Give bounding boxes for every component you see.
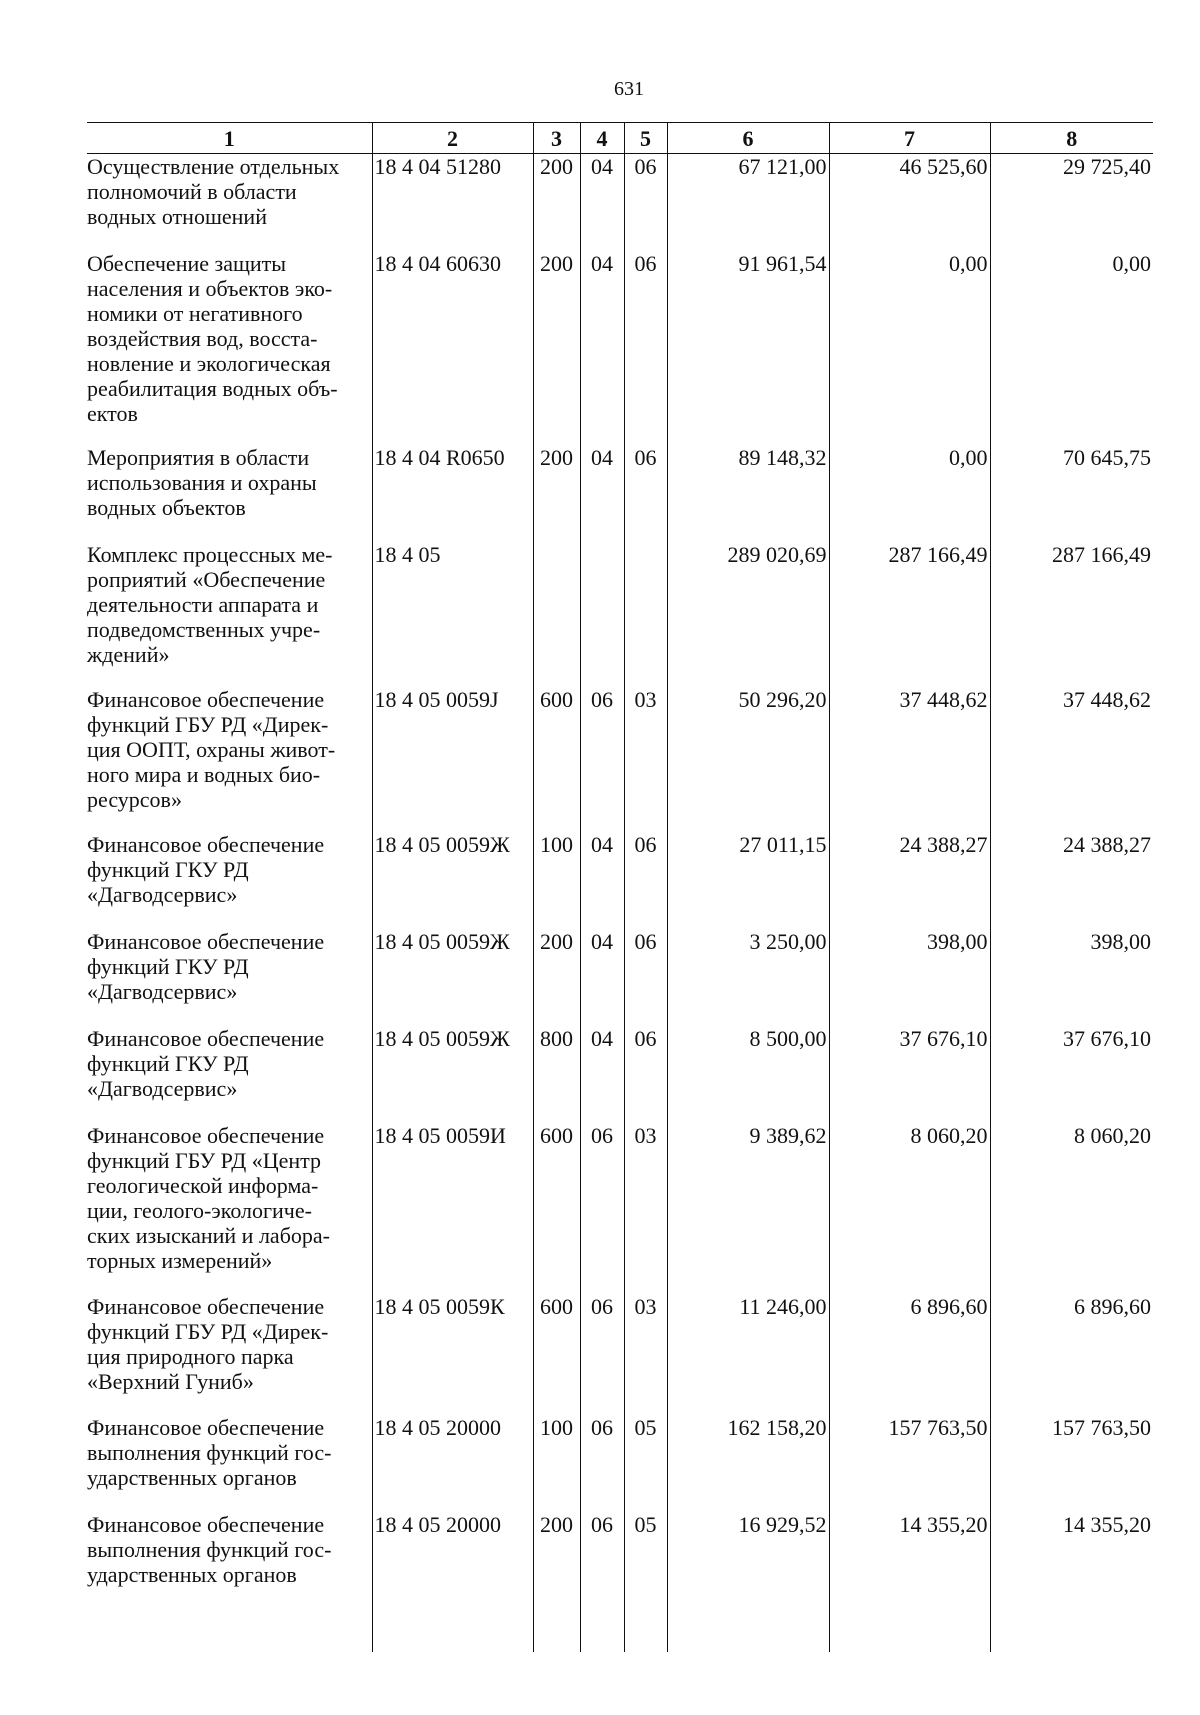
amount-col6-cell: 9 389,62 — [667, 1123, 829, 1294]
code-cell: 18 4 05 — [372, 542, 533, 687]
subsection-cell: 03 — [624, 1123, 667, 1294]
amount-col7-cell: 14 355,20 — [829, 1512, 990, 1652]
table-row — [87, 1512, 1153, 1652]
code-cell: 18 4 05 0059Ж — [372, 1026, 533, 1123]
expense-type-cell: 200 — [533, 929, 580, 1026]
amount-col6-cell: 11 246,00 — [667, 1294, 829, 1415]
amount-col6-cell: 67 121,00 — [667, 154, 829, 251]
amount-col8-cell: 37 676,10 — [990, 1026, 1153, 1123]
section-cell: 04 — [580, 154, 624, 251]
name-cell: Финансовое обеспечение функций ГКУ РД «Дагводсервис» — [87, 1025, 325, 1101]
code-cell: 18 4 04 60630 — [372, 251, 533, 445]
amount-col8-cell: 6 896,60 — [990, 1294, 1153, 1415]
amount-col8-cell: 70 645,75 — [990, 445, 1153, 542]
section-cell: 06 — [580, 1123, 624, 1294]
amount-col8-cell: 0,00 — [990, 251, 1153, 445]
amount-col6-cell: 16 929,52 — [667, 1512, 829, 1652]
name-cell: Финансовое обеспечение выполнения функций гос- ударственных органов — [87, 1414, 332, 1490]
section-cell: 04 — [580, 1026, 624, 1123]
subsection-cell — [624, 542, 667, 687]
column-header: 2 — [372, 123, 533, 154]
name-cell: Мероприятия в области использования и охраны водных объектов — [87, 444, 317, 520]
subsection-cell: 06 — [624, 832, 667, 929]
budget-table — [87, 122, 1153, 1652]
subsection-cell: 03 — [624, 1294, 667, 1415]
amount-col8-cell: 37 448,62 — [990, 687, 1153, 832]
page-number: 631 — [614, 78, 644, 100]
amount-col6-cell: 27 011,15 — [667, 832, 829, 929]
amount-col8-cell: 29 725,40 — [990, 154, 1153, 251]
expense-type-cell: 600 — [533, 1123, 580, 1294]
amount-col8-cell: 14 355,20 — [990, 1512, 1153, 1652]
expense-type-cell: 200 — [533, 251, 580, 445]
expense-type-cell: 600 — [533, 1294, 580, 1415]
amount-col8-cell: 287 166,49 — [990, 542, 1153, 687]
expense-type-cell: 100 — [533, 1415, 580, 1512]
section-cell: 06 — [580, 687, 624, 832]
amount-col7-cell: 37 676,10 — [829, 1026, 990, 1123]
subsection-cell: 06 — [624, 929, 667, 1026]
amount-col7-cell: 6 896,60 — [829, 1294, 990, 1415]
name-cell: Финансовое обеспечение функций ГБУ РД «Центр геологической информа- ции, геолого-экологиче- ских изысканий и лабора- торных измерений» — [87, 1122, 330, 1273]
amount-col7-cell: 157 763,50 — [829, 1415, 990, 1512]
code-cell: 18 4 05 0059J — [372, 687, 533, 832]
code-cell: 18 4 05 0059Ж — [372, 832, 533, 929]
name-cell: Обеспечение защиты населения и объектов эко- номики от негативного воздействия вод, восста- новление и экологическая реабилитация водных объ- ектов — [87, 250, 338, 426]
subsection-cell: 06 — [624, 445, 667, 542]
subsection-cell: 05 — [624, 1512, 667, 1652]
column-header: 7 — [829, 123, 990, 154]
amount-col7-cell: 24 388,27 — [829, 832, 990, 929]
code-cell: 18 4 04 51280 — [372, 154, 533, 251]
amount-col7-cell: 8 060,20 — [829, 1123, 990, 1294]
name-cell: Финансовое обеспечение функций ГБУ РД «Дирек- ция природного парка «Верхний Гуниб» — [87, 1293, 329, 1394]
amount-col8-cell: 24 388,27 — [990, 832, 1153, 929]
subsection-cell: 05 — [624, 1415, 667, 1512]
amount-col6-cell: 89 148,32 — [667, 445, 829, 542]
table-row — [87, 929, 1153, 1026]
subsection-cell: 06 — [624, 1026, 667, 1123]
column-header: 1 — [87, 123, 372, 154]
name-cell: Финансовое обеспечение функций ГБУ РД «Дирек- ция ООПТ, охраны живот- ного мира и водных био- ресурсов» — [87, 686, 336, 812]
amount-col7-cell: 46 525,60 — [829, 154, 990, 251]
table-row — [87, 542, 1153, 687]
table-row — [87, 1415, 1153, 1512]
amount-col7-cell: 0,00 — [829, 445, 990, 542]
amount-col6-cell: 289 020,69 — [667, 542, 829, 687]
name-cell: Финансовое обеспечение выполнения функций гос- ударственных органов — [87, 1511, 332, 1587]
amount-col6-cell: 3 250,00 — [667, 929, 829, 1026]
table-row — [87, 154, 1153, 251]
amount-col7-cell: 37 448,62 — [829, 687, 990, 832]
amount-col7-cell: 0,00 — [829, 251, 990, 445]
amount-col7-cell: 398,00 — [829, 929, 990, 1026]
amount-col6-cell: 91 961,54 — [667, 251, 829, 445]
table-row — [87, 1294, 1153, 1415]
table-row — [87, 1123, 1153, 1294]
expense-type-cell: 200 — [533, 1512, 580, 1652]
column-header: 3 — [533, 123, 580, 154]
column-header: 8 — [990, 123, 1153, 154]
code-cell: 18 4 05 0059И — [372, 1123, 533, 1294]
column-header: 4 — [580, 123, 624, 154]
amount-col8-cell: 8 060,20 — [990, 1123, 1153, 1294]
code-cell: 18 4 04 R0650 — [372, 445, 533, 542]
section-cell: 04 — [580, 832, 624, 929]
column-header: 6 — [667, 123, 829, 154]
name-cell: Комплекс процессных ме- роприятий «Обеспечение деятельности аппарата и подведомственных учре- ждений» — [87, 541, 333, 667]
amount-col6-cell: 8 500,00 — [667, 1026, 829, 1123]
amount-col8-cell: 398,00 — [990, 929, 1153, 1026]
expense-type-cell: 200 — [533, 445, 580, 542]
name-cell: Осуществление отдельных полномочий в области водных отношений — [87, 154, 340, 229]
code-cell: 18 4 05 20000 — [372, 1512, 533, 1652]
amount-col6-cell: 50 296,20 — [667, 687, 829, 832]
name-cell: Финансовое обеспечение функций ГКУ РД «Дагводсервис» — [87, 831, 325, 907]
subsection-cell: 06 — [624, 154, 667, 251]
table-row — [87, 445, 1153, 542]
expense-type-cell: 200 — [533, 154, 580, 251]
code-cell: 18 4 05 20000 — [372, 1415, 533, 1512]
table-row — [87, 687, 1153, 832]
amount-col6-cell: 162 158,20 — [667, 1415, 829, 1512]
code-cell: 18 4 05 0059Ж — [372, 929, 533, 1026]
section-cell: 06 — [580, 1512, 624, 1652]
table-row — [87, 832, 1153, 929]
section-cell — [580, 542, 624, 687]
name-cell: Финансовое обеспечение функций ГКУ РД «Дагводсервис» — [87, 928, 325, 1004]
section-cell: 04 — [580, 251, 624, 445]
table-row — [87, 1026, 1153, 1123]
section-cell: 06 — [580, 1415, 624, 1512]
table-body — [87, 154, 1153, 1652]
expense-type-cell: 800 — [533, 1026, 580, 1123]
section-cell: 04 — [580, 929, 624, 1026]
column-header: 5 — [624, 123, 667, 154]
amount-col7-cell: 287 166,49 — [829, 542, 990, 687]
section-cell: 04 — [580, 445, 624, 542]
section-cell: 06 — [580, 1294, 624, 1415]
subsection-cell: 06 — [624, 251, 667, 445]
expense-type-cell: 600 — [533, 687, 580, 832]
table-row — [87, 251, 1153, 445]
code-cell: 18 4 05 0059К — [372, 1294, 533, 1415]
expense-type-cell: 100 — [533, 832, 580, 929]
amount-col8-cell: 157 763,50 — [990, 1415, 1153, 1512]
header-row — [87, 123, 1153, 154]
subsection-cell: 03 — [624, 687, 667, 832]
expense-type-cell — [533, 542, 580, 687]
